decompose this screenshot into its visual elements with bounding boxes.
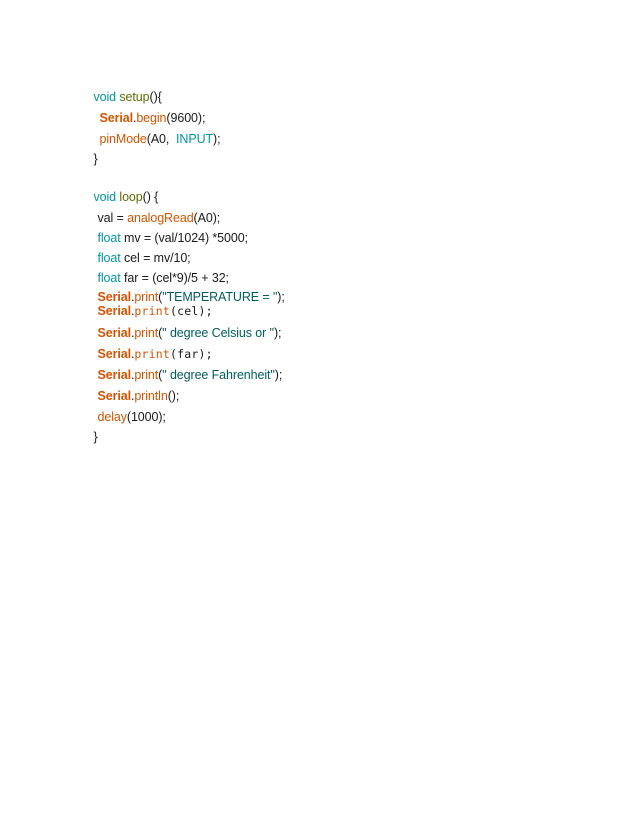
code-text: );	[274, 368, 283, 382]
keyword-float: float	[97, 231, 121, 245]
function-name-setup: setup	[119, 90, 150, 104]
method-begin: begin	[136, 111, 167, 125]
keyword-void: void	[93, 90, 117, 104]
code-text: .	[130, 368, 135, 382]
code-text: () {	[142, 190, 159, 204]
method-println: println	[134, 389, 168, 403]
function-name-loop: loop	[119, 190, 143, 204]
code-text: (A0);	[193, 211, 221, 225]
code-text: );	[213, 132, 221, 146]
code-text: (far);	[169, 347, 213, 361]
code-text: );	[277, 290, 285, 304]
code-text: .	[130, 304, 135, 318]
code-text: .	[132, 111, 137, 125]
code-text: mv = (val/1024) *5000;	[120, 231, 248, 245]
method-print: print	[134, 368, 159, 382]
class-serial: Serial	[99, 111, 133, 125]
class-serial: Serial	[97, 290, 131, 304]
method-print: print	[134, 326, 159, 340]
function-delay: delay	[97, 410, 127, 424]
code-text: .	[130, 326, 135, 340]
keyword-float: float	[97, 271, 121, 285]
code-text: (){	[149, 90, 162, 104]
keyword-float: float	[97, 251, 121, 265]
string-literal: " degree Fahrenheit"	[162, 368, 275, 382]
function-analogread: analogRead	[127, 211, 194, 225]
code-line-closing-brace	[80, 413, 98, 461]
code-text: }	[93, 430, 98, 444]
code-text: cel = mv/10;	[120, 251, 191, 265]
code-text: (	[158, 368, 163, 382]
code-text: (A0,	[146, 132, 177, 146]
keyword-void: void	[93, 190, 117, 204]
code-text: (9600);	[166, 111, 206, 125]
code-text: .	[130, 290, 135, 304]
string-literal: " degree Celsius or "	[162, 326, 274, 340]
code-text: .	[130, 389, 135, 403]
code-text: .	[130, 347, 135, 361]
code-text: ();	[167, 389, 180, 403]
code-text: (	[158, 290, 163, 304]
class-serial: Serial	[97, 304, 131, 318]
class-serial: Serial	[97, 347, 131, 361]
function-pinmode: pinMode	[99, 132, 147, 146]
code-text: (cel);	[169, 304, 213, 318]
code-text: far = (cel*9)/5 + 32;	[120, 271, 229, 285]
method-print: print	[134, 290, 159, 304]
class-serial: Serial	[97, 389, 131, 403]
method-print: print	[134, 347, 170, 361]
method-print: print	[134, 304, 170, 318]
class-serial: Serial	[97, 368, 131, 382]
constant-input: INPUT	[176, 132, 214, 146]
code-line-pinmode	[86, 115, 220, 163]
code-text: }	[93, 152, 98, 166]
code-text: (1000);	[126, 410, 166, 424]
code-text: );	[273, 326, 282, 340]
string-literal: "TEMPERATURE = "	[162, 290, 278, 304]
class-serial: Serial	[97, 326, 131, 340]
code-text: val =	[97, 211, 128, 225]
code-text: (	[158, 326, 163, 340]
